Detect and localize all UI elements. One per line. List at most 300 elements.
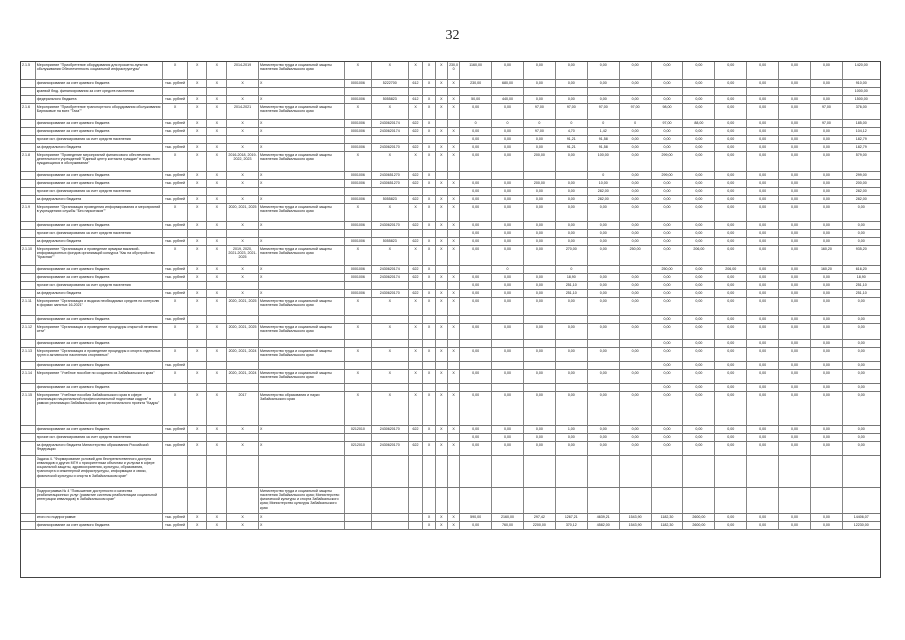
table-cell-x2: Х xyxy=(436,80,448,87)
table-cell-v2: 760,00 xyxy=(492,522,524,529)
table-cell-responsible xyxy=(259,136,345,143)
table-cell-v1: 0,00 xyxy=(460,434,492,441)
table-cell-x2: Х xyxy=(436,96,448,103)
table-cell-x1: Х xyxy=(423,128,435,135)
table-cell-x3: Х xyxy=(448,144,460,151)
table-cell-responsible: Х xyxy=(259,514,345,521)
table-cell-v9: 0,00 xyxy=(715,62,747,79)
table-cell-v6: 1543,90 xyxy=(620,514,652,521)
table-cell-v3: 0,00 xyxy=(524,282,556,289)
table-row xyxy=(21,88,880,96)
table-cell-start xyxy=(188,434,208,441)
table-cell-end: Х xyxy=(207,96,227,103)
table-cell-v6 xyxy=(620,266,652,273)
table-cell-v13: 0,00 xyxy=(857,442,865,447)
table-cell-code1: 0001006 xyxy=(345,274,372,281)
table-cell-v9: 0,00 xyxy=(715,180,747,187)
table-cell-period xyxy=(227,384,259,391)
table-cell-responsible: Х xyxy=(259,426,345,433)
table-cell-v13: 0,00 xyxy=(857,238,865,243)
table-cell-v9: 0,00 xyxy=(715,120,747,127)
table-cell-v1: 0,00 xyxy=(460,104,492,119)
table-cell-name: финансирование за счет краевого бюджета xyxy=(36,266,164,273)
table-cell-code1: 0001006 xyxy=(345,172,372,179)
table-cell-v12: 0,00 xyxy=(811,152,843,171)
table-cell-v5: 4582,00 xyxy=(588,522,620,529)
table-cell-v3: 0,00 xyxy=(524,392,556,425)
table-cell-no xyxy=(21,488,36,513)
table-cell-v9: 0,00 xyxy=(715,152,747,171)
table-cell-v3: 0,00 xyxy=(524,80,556,87)
table-cell-code2 xyxy=(372,88,409,95)
table-cell-v9 xyxy=(715,488,747,513)
table-row xyxy=(21,316,880,324)
table-row xyxy=(21,266,880,274)
table-cell-v7 xyxy=(652,88,684,95)
table-cell-end xyxy=(207,188,227,195)
table-cell-v5 xyxy=(588,384,620,391)
table-cell-v7: 0,00 xyxy=(652,238,684,245)
table-cell-v5: 0,00 xyxy=(588,204,620,221)
table-cell-code2: Х xyxy=(372,392,409,425)
table-cell-v1: 0,00 xyxy=(460,290,492,297)
table-cell-status xyxy=(163,88,188,95)
table-cell-v10: 0,00 xyxy=(747,434,779,441)
table-cell-period xyxy=(227,282,259,289)
table-cell-code2 xyxy=(372,522,409,529)
table-cell-end: Х xyxy=(207,290,227,297)
table-cell-x1 xyxy=(423,88,435,95)
table-cell-v8 xyxy=(683,456,715,487)
table-cell-v8: 0,00 xyxy=(683,316,715,323)
table-cell-start: Х xyxy=(188,238,208,245)
table-cell-x1: Х xyxy=(423,96,435,103)
table-cell-no xyxy=(21,180,36,187)
table-cell-v3: 0,00 xyxy=(524,348,556,361)
table-cell-end xyxy=(207,230,227,237)
table-cell-x1: Х xyxy=(423,80,435,87)
table-cell-code1: 0001006 xyxy=(345,290,372,297)
table-cell-name: Мероприятие "Организация и выдача необходимых средств по контролю в формах занятых 16-2021" xyxy=(36,298,164,315)
table-cell-status: Х xyxy=(163,298,188,315)
table-cell-v10: 0,00 xyxy=(747,324,779,339)
table-cell-status: тыс. рублей xyxy=(163,80,188,87)
table-cell-v12: 0,00 xyxy=(811,362,843,369)
table-cell-v2 xyxy=(492,488,524,513)
table-cell-v3 xyxy=(524,340,556,347)
table-cell-code1: 0001006 xyxy=(345,128,372,135)
table-cell-status: Х xyxy=(163,246,188,265)
table-cell-v7: 0,00 xyxy=(652,180,684,187)
table-cell-x3: Х xyxy=(448,238,460,245)
table-cell-v2: 0,00 xyxy=(492,196,524,203)
table-cell-v2: 0,00 xyxy=(492,152,524,171)
table-row xyxy=(21,96,880,104)
table-cell-x3: Х xyxy=(448,196,460,203)
table-cell-v2 xyxy=(492,456,524,487)
table-cell-v12: 0,00 xyxy=(811,274,843,281)
table-cell-v4 xyxy=(556,362,588,369)
table-cell-status xyxy=(163,488,188,513)
table-cell-no: 2.1.13 xyxy=(21,348,36,361)
table-cell-name: финансирование за счет краевого бюджета xyxy=(36,222,164,229)
table-cell-v11: 0,00 xyxy=(779,246,811,265)
table-cell-v3: 97,00 xyxy=(524,104,556,119)
table-cell-v3: 0,00 xyxy=(524,230,556,237)
table-cell-end: Х xyxy=(207,274,227,281)
table-cell-start: Х xyxy=(188,204,208,221)
table-cell-v10: 0,00 xyxy=(747,274,779,281)
table-cell-v4: 0,00 xyxy=(556,222,588,229)
table-cell-v13: 616,20 xyxy=(855,266,867,271)
table-cell-name: прочие ист. финансирования за счет средств населения xyxy=(36,136,164,143)
table-row xyxy=(21,188,880,196)
table-cell-responsible: Министерство образования и науки Забайкальского края xyxy=(259,392,345,425)
table-cell-x2 xyxy=(436,172,448,179)
table-cell-v6: 0,00 xyxy=(620,172,652,179)
table-cell-code2: 2430620170 xyxy=(372,426,409,433)
table-cell-v6: 0,00 xyxy=(620,392,652,425)
table-cell-no xyxy=(21,340,36,347)
table-cell-v11 xyxy=(779,456,811,487)
table-cell-kind xyxy=(409,522,424,529)
table-cell-x1 xyxy=(423,434,435,441)
table-cell-v5: 0,00 xyxy=(588,434,620,441)
table-cell-no xyxy=(21,222,36,229)
table-cell-v1: 1160,00 xyxy=(460,62,492,79)
table-cell-v8: 0,00 xyxy=(683,434,715,441)
table-cell-code2: Х xyxy=(372,152,409,171)
table-cell-responsible xyxy=(259,282,345,289)
table-cell-x3: 230,00 xyxy=(448,62,460,79)
table-cell-code1 xyxy=(345,456,372,487)
table-cell-code1: 0001006 xyxy=(345,96,372,103)
table-cell-v1: 0,00 xyxy=(460,522,492,529)
table-cell-v10: 0,00 xyxy=(747,222,779,229)
table-cell-name: за федерального бюджета xyxy=(36,196,164,203)
table-cell-x1: Х xyxy=(423,120,435,127)
table-cell-no: 2.1.10 xyxy=(21,246,36,265)
table-cell-x3: Х xyxy=(448,442,460,455)
table-row xyxy=(21,434,880,442)
table-cell-v8: 0,00 xyxy=(683,230,715,237)
table-cell-v1 xyxy=(460,488,492,513)
table-row xyxy=(21,274,880,282)
table-cell-v7: 0,00 xyxy=(652,136,684,143)
table-cell-status xyxy=(163,230,188,237)
table-cell-v13: 14406,07 xyxy=(853,514,869,519)
table-cell-responsible: Министерство труда и социальной защиты населения Забайкальского края xyxy=(259,348,345,361)
table-cell-v8: 0,00 xyxy=(683,152,715,171)
table-cell-v1 xyxy=(460,384,492,391)
table-cell-v11: 0,00 xyxy=(779,172,811,179)
table-cell-v5: 91,58 xyxy=(588,136,620,143)
table-cell-v13: 376,00 xyxy=(855,104,867,109)
table-cell-start: Х xyxy=(188,442,208,455)
table-cell-v11: 0,00 xyxy=(779,282,811,289)
table-cell-v3 xyxy=(524,172,556,179)
table-cell-v8: 0,00 xyxy=(683,282,715,289)
table-cell-v8: 0,00 xyxy=(683,204,715,221)
table-cell-v7: 0,00 xyxy=(652,324,684,339)
table-row xyxy=(21,384,880,392)
table-cell-v1: 0,00 xyxy=(460,196,492,203)
table-cell-x3 xyxy=(448,316,460,323)
table-cell-v5 xyxy=(588,456,620,487)
table-cell-x1: Х xyxy=(423,104,435,119)
table-cell-responsible: Х xyxy=(259,290,345,297)
table-cell-status: тыс. рублей xyxy=(163,96,188,103)
table-cell-v4 xyxy=(556,316,588,323)
table-cell-kind xyxy=(409,514,424,521)
table-cell-code1: 0001006 xyxy=(345,238,372,245)
table-cell-code2 xyxy=(372,488,409,513)
table-cell-v9 xyxy=(715,88,747,95)
table-cell-x1: Х xyxy=(423,392,435,425)
table-cell-end: Х xyxy=(207,238,227,245)
table-cell-v2: 0,00 xyxy=(492,426,524,433)
table-cell-x3: Х xyxy=(448,104,460,119)
table-cell-v6: 0,00 xyxy=(620,324,652,339)
table-cell-code2: Х xyxy=(372,246,409,265)
table-cell-kind xyxy=(409,384,424,391)
table-cell-v11: 0,00 xyxy=(779,188,811,195)
table-cell-v13: 182,79 xyxy=(855,144,867,149)
table-cell-v12: 0,00 xyxy=(811,298,843,315)
table-row xyxy=(21,522,880,530)
table-cell-v10: 0,00 xyxy=(747,204,779,221)
table-cell-v13: 282,00 xyxy=(855,196,867,201)
table-cell-v2: 0,00 xyxy=(492,188,524,195)
table-cell-v9: 0,00 xyxy=(715,442,747,455)
table-cell-v10: 0,00 xyxy=(747,80,779,87)
table-cell-v6: 0,00 xyxy=(620,442,652,455)
table-cell-kind xyxy=(409,340,424,347)
table-cell-v9: 0,00 xyxy=(715,136,747,143)
table-cell-x1: Х xyxy=(423,522,435,529)
table-cell-code1: Х xyxy=(345,324,372,339)
table-cell-status: Х xyxy=(163,152,188,171)
table-cell-v5: 0,00 xyxy=(588,392,620,425)
table-cell-period: Х xyxy=(227,514,259,521)
table-cell-v13: 0,00 xyxy=(857,298,865,303)
table-cell-end: Х xyxy=(207,204,227,221)
table-cell-v9: 0,00 xyxy=(715,316,747,323)
table-cell-v4 xyxy=(556,456,588,487)
table-cell-v4: 251,10 xyxy=(556,290,588,297)
table-cell-name: Мероприятие "Организация и проведение процедуры и спорта отдельных групп и активности населения спортивных" xyxy=(36,348,164,361)
table-row xyxy=(21,120,880,128)
table-cell-v12: 0,00 xyxy=(811,348,843,361)
table-cell-x1: Х xyxy=(423,274,435,281)
table-cell-v7: 0,00 xyxy=(652,392,684,425)
table-cell-code2 xyxy=(372,282,409,289)
table-cell-v10: 0,00 xyxy=(747,96,779,103)
table-cell-v3: 0,00 xyxy=(524,238,556,245)
table-cell-x1: Х xyxy=(423,348,435,361)
table-cell-period: 2020, 2021, 2025 xyxy=(227,298,259,315)
table-cell-name: Задача 4. "Формирование условий для беспрепятственного доступа инвалидов и других МГН к приоритетным объектам и услугам в сфере социальной защиты, здравоохранения, культуры, образования, транспорта и инженерной инфраструктуры, информации и связи, физической культуры и спорта в Забайкальском крае" xyxy=(36,456,164,487)
table-cell-x1: Х xyxy=(423,152,435,171)
table-cell-v11: 0,00 xyxy=(779,514,811,521)
table-cell-v7: 0,00 xyxy=(652,62,684,79)
table-cell-responsible: Х xyxy=(259,180,345,187)
table-cell-v6: 0,00 xyxy=(620,80,652,87)
table-cell-v9: 0,00 xyxy=(715,522,747,529)
table-cell-v9: 0,00 xyxy=(715,274,747,281)
table-cell-x2: Х xyxy=(436,238,448,245)
table-cell-v2: 0,00 xyxy=(492,204,524,221)
table-cell-code1: Х xyxy=(345,152,372,171)
table-cell-end xyxy=(207,488,227,513)
table-cell-v12: 0,00 xyxy=(811,80,843,87)
table-row xyxy=(21,370,880,384)
table-cell-x2 xyxy=(436,266,448,273)
table-cell-end: Х xyxy=(207,172,227,179)
table-cell-code1 xyxy=(345,362,372,369)
table-cell-x2 xyxy=(436,282,448,289)
table-cell-name: финансирование за счет краевого бюджета xyxy=(36,522,164,529)
table-cell-v8: 2600,00 xyxy=(683,522,715,529)
table-cell-x3 xyxy=(448,384,460,391)
table-cell-v9: 0,00 xyxy=(715,324,747,339)
table-cell-code2: 5055823 xyxy=(372,96,409,103)
table-cell-responsible: Министерство труда и социальной защиты населения Забайкальского края xyxy=(259,104,345,119)
table-cell-x3: Х xyxy=(448,370,460,383)
table-cell-start: Х xyxy=(188,246,208,265)
table-cell-v6: 0,00 xyxy=(620,222,652,229)
table-cell-v5: 0,00 xyxy=(588,426,620,433)
table-cell-end: Х xyxy=(207,392,227,425)
table-cell-x3: Х xyxy=(448,514,460,521)
table-cell-v9: 0,00 xyxy=(715,230,747,237)
table-cell-v11: 0,00 xyxy=(779,340,811,347)
table-cell-v5: 4639,21 xyxy=(588,514,620,521)
table-cell-v5: 0,00 xyxy=(588,348,620,361)
table-cell-x2 xyxy=(436,316,448,323)
table-cell-no xyxy=(21,266,36,273)
table-cell-period xyxy=(227,230,259,237)
table-cell-name: прочие ист. финансирования за счет средств населения xyxy=(36,188,164,195)
table-cell-v9: 0,00 xyxy=(715,96,747,103)
table-cell-x3 xyxy=(448,172,460,179)
table-cell-kind xyxy=(409,316,424,323)
table-cell-v10: 0,00 xyxy=(747,316,779,323)
table-cell-x1: Х xyxy=(423,290,435,297)
table-cell-period: Х xyxy=(227,274,259,281)
table-cell-v1: 0,00 xyxy=(460,230,492,237)
table-cell-v3: 297,42 xyxy=(524,514,556,521)
table-cell-v3: 0,00 xyxy=(524,204,556,221)
table-cell-v9: 0,00 xyxy=(715,298,747,315)
table-cell-v6: 0,00 xyxy=(620,230,652,237)
table-cell-v2: 0,00 xyxy=(492,180,524,187)
table-cell-v2: 440,00 xyxy=(492,96,524,103)
table-cell-v8: 0,00 xyxy=(683,348,715,361)
table-cell-status: тыс. рублей xyxy=(163,290,188,297)
table-cell-period: Х xyxy=(227,96,259,103)
table-cell-v9: 0,00 xyxy=(715,80,747,87)
table-cell-v1: 0,00 xyxy=(460,348,492,361)
table-cell-v6: 0,00 xyxy=(620,426,652,433)
table-cell-status xyxy=(163,340,188,347)
table-cell-code1: 0001006 xyxy=(345,196,372,203)
table-cell-x1: Х xyxy=(423,426,435,433)
table-cell-v6: 0,00 xyxy=(620,96,652,103)
table-cell-x1 xyxy=(423,230,435,237)
table-cell-code1 xyxy=(345,514,372,521)
table-cell-v10: 0,00 xyxy=(747,152,779,171)
table-cell-x2: Х xyxy=(436,298,448,315)
table-cell-kind: 622 xyxy=(409,222,424,229)
table-cell-v2: 0,00 xyxy=(492,128,524,135)
table-row xyxy=(21,488,880,514)
table-cell-v2: 0,00 xyxy=(492,434,524,441)
table-cell-kind: 622 xyxy=(409,196,424,203)
table-cell-start: Х xyxy=(188,370,208,383)
table-cell-start: Х xyxy=(188,348,208,361)
table-row xyxy=(21,456,880,488)
table-cell-v8: 0,00 xyxy=(683,96,715,103)
table-cell-kind xyxy=(409,434,424,441)
table-cell-x3: Х xyxy=(448,222,460,229)
table-cell-v8 xyxy=(683,488,715,513)
table-cell-v10: 0,00 xyxy=(747,128,779,135)
table-cell-v1: 0,00 xyxy=(460,282,492,289)
table-cell-code2 xyxy=(372,188,409,195)
table-cell-code1: 0212010 xyxy=(345,426,372,433)
table-cell-no: 2.1.5 xyxy=(21,62,36,79)
table-cell-v1: 0,00 xyxy=(460,298,492,315)
table-cell-v9: 0,00 xyxy=(715,104,747,119)
table-cell-v12: 0,00 xyxy=(811,290,843,297)
table-cell-v12: 0,00 xyxy=(811,144,843,151)
table-cell-v8: 206,00 xyxy=(683,246,715,265)
table-cell-v4: 0,00 xyxy=(556,80,588,87)
table-cell-start xyxy=(188,282,208,289)
table-cell-kind: Х xyxy=(409,298,424,315)
table-cell-v5: 0,00 xyxy=(588,96,620,103)
table-cell-v7: 0,00 xyxy=(652,204,684,221)
table-cell-code1 xyxy=(345,282,372,289)
table-cell-no xyxy=(21,522,36,529)
table-cell-responsible xyxy=(259,384,345,391)
table-cell-v2: 0,00 xyxy=(492,282,524,289)
table-cell-x2: Х xyxy=(436,62,448,79)
table-cell-end: Х xyxy=(207,152,227,171)
table-cell-v13: 0,00 xyxy=(857,434,865,439)
table-cell-v5: 0,00 xyxy=(588,80,620,87)
table-cell-v7: 0,00 xyxy=(652,80,684,87)
table-cell-x1 xyxy=(423,488,435,513)
table-cell-v12: 0,00 xyxy=(811,230,843,237)
table-cell-code2: 2430620170 xyxy=(372,290,409,297)
table-cell-v9: 0,00 xyxy=(715,370,747,383)
table-cell-no xyxy=(21,290,36,297)
table-cell-no: 2.1.15 xyxy=(21,392,36,425)
table-cell-v11: 0,00 xyxy=(779,230,811,237)
table-cell-x3 xyxy=(448,188,460,195)
table-cell-v12 xyxy=(811,456,843,487)
table-cell-v13: 299,00 xyxy=(855,172,867,177)
table-cell-kind: Х xyxy=(409,370,424,383)
table-row xyxy=(21,180,880,188)
table-cell-v13: 0,00 xyxy=(857,370,865,375)
table-cell-x3 xyxy=(448,282,460,289)
table-cell-v9: 0,00 xyxy=(715,362,747,369)
table-cell-no xyxy=(21,172,36,179)
table-cell-v8: 0,00 xyxy=(683,370,715,383)
